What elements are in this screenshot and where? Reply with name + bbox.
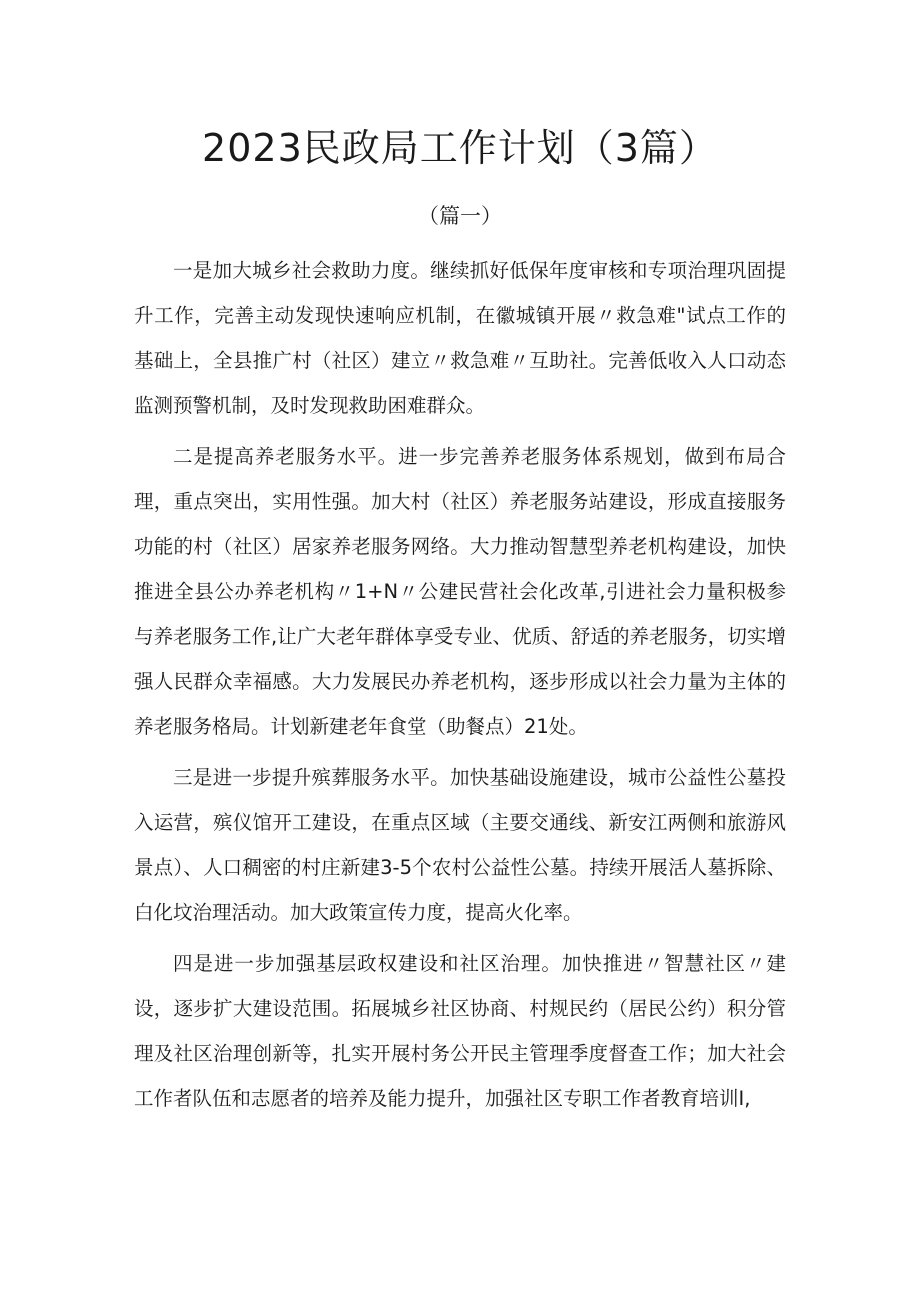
paragraph-social-assistance: 一是加大城乡社会救助力度。继续抓好低保年度审核和专项治理巩固提升工作，完善主动发现快速响应机制，在徽城镇开展〃救急难"试点工作的基础上，全县推广村（社区）建立〃救急难〃互助社。完善低收入人口动态监测预警机制，及时发现救助困难群众。 xyxy=(134,259,786,417)
paragraph-elderly-care: 二是提高养老服务水平。进一步完善养老服务体系规划，做到布局合理，重点突出，实用性强。加大村（社区）养老服务站建设，形成直接服务功能的村（社区）居家养老服务网络。大力推动智慧型养老机构建设，加快推进全县公办养老机构〃1+N〃公建民营社会化改革,引进社会力量积极参与养老服务工作,让广大老年群体享受专业、优质、舒适的养老服务，切实增强人民群众幸福感。大力发展民办养老机构，逐步形成以社会力量为主体的养老服务格局。计划新建老年食堂（助餐点）21处。 xyxy=(134,445,786,738)
section-heading: （篇一） xyxy=(418,204,502,228)
paragraph-funeral-services: 三是进一步提升殡葬服务水平。加快基础设施建设，城市公益性公墓投入运营，殡仪馆开工建设，在重点区域（主要交通线、新安江两侧和旅游风景点）、人口稠密的村庄新建3-5个农村公益性公墓。持续开展活人墓拆除、白化坟治理活动。加大政策宣传力度，提高火化率。 xyxy=(134,766,786,924)
paragraph-community-governance: 四是进一步加强基层政权建设和社区治理。加快推进〃智慧社区〃建设，逐步扩大建设范围。拓展城乡社区协商、村规民约（居民公约）积分管理及社区治理创新等，扎实开展村务公开民主管理季度督查工作；加大社会工作者队伍和志愿者的培养及能力提升，加强社区专职工作者教育培训I, xyxy=(134,952,786,1110)
document-body xyxy=(134,248,786,1127)
document-title: 2023民政局工作计划（3篇） xyxy=(202,126,718,170)
